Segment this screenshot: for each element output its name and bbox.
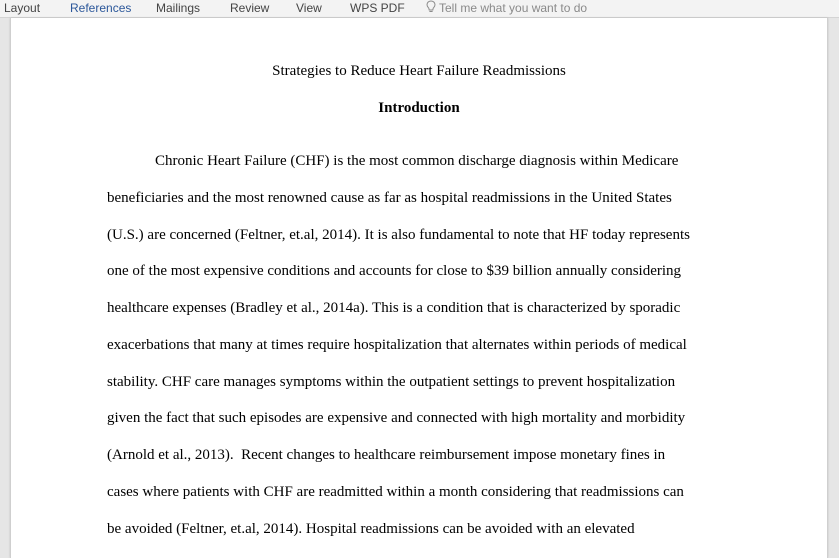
document-page[interactable] <box>10 18 828 558</box>
paragraph-line: beneficiaries and the most renowned cause as far as hospital readmissions in the United States <box>107 190 672 206</box>
paragraph-line: Chronic Heart Failure (CHF) is the most common discharge diagnosis within Medicare <box>155 153 679 169</box>
paragraph-line: given the fact that such episodes are expensive and connected with high mortality and morbidity <box>107 410 686 426</box>
tab-mailings[interactable]: Mailings <box>156 1 201 15</box>
paragraph-line: cases where patients with CHF are readmitted within a month considering that readmissions can <box>107 484 684 500</box>
paragraph-line: be avoided (Feltner, et.al, 2014). Hospital readmissions can be avoided with an elevated <box>107 521 635 537</box>
paragraph-line: one of the most expensive conditions and accounts for close to $39 billion annually considering <box>107 263 682 279</box>
paragraph-line: exacerbations that many at times require hospitalization that alternates within periods of medical <box>107 337 687 353</box>
section-heading: Introduction <box>378 100 460 116</box>
tab-wps-pdf[interactable]: WPS PDF <box>350 1 405 15</box>
tab-references[interactable]: References <box>70 1 132 15</box>
tab-layout[interactable]: Layout <box>4 1 41 15</box>
paragraph-line: (U.S.) are concerned (Feltner, et.al, 2014). It is also fundamental to note that HF today represents <box>107 227 690 243</box>
paragraph-line: (Arnold et al., 2013). Recent changes to healthcare reimbursement impose monetary fines in <box>107 447 666 463</box>
document-title: Strategies to Reduce Heart Failure Readmissions <box>272 63 566 79</box>
lightbulb-icon <box>426 0 436 18</box>
tell-me-placeholder: Tell me what you want to do <box>439 1 588 15</box>
tab-review[interactable]: Review <box>230 1 270 15</box>
paragraph-line: stability. CHF care manages symptoms within the outpatient settings to prevent hospitalization <box>107 374 676 390</box>
paragraph-line: healthcare expenses (Bradley et al., 2014a). This is a condition that is characterized by sporadic <box>107 300 681 316</box>
ribbon-tab-bar <box>0 0 839 18</box>
tell-me-search[interactable] <box>426 0 587 17</box>
tab-view[interactable]: View <box>296 1 322 15</box>
